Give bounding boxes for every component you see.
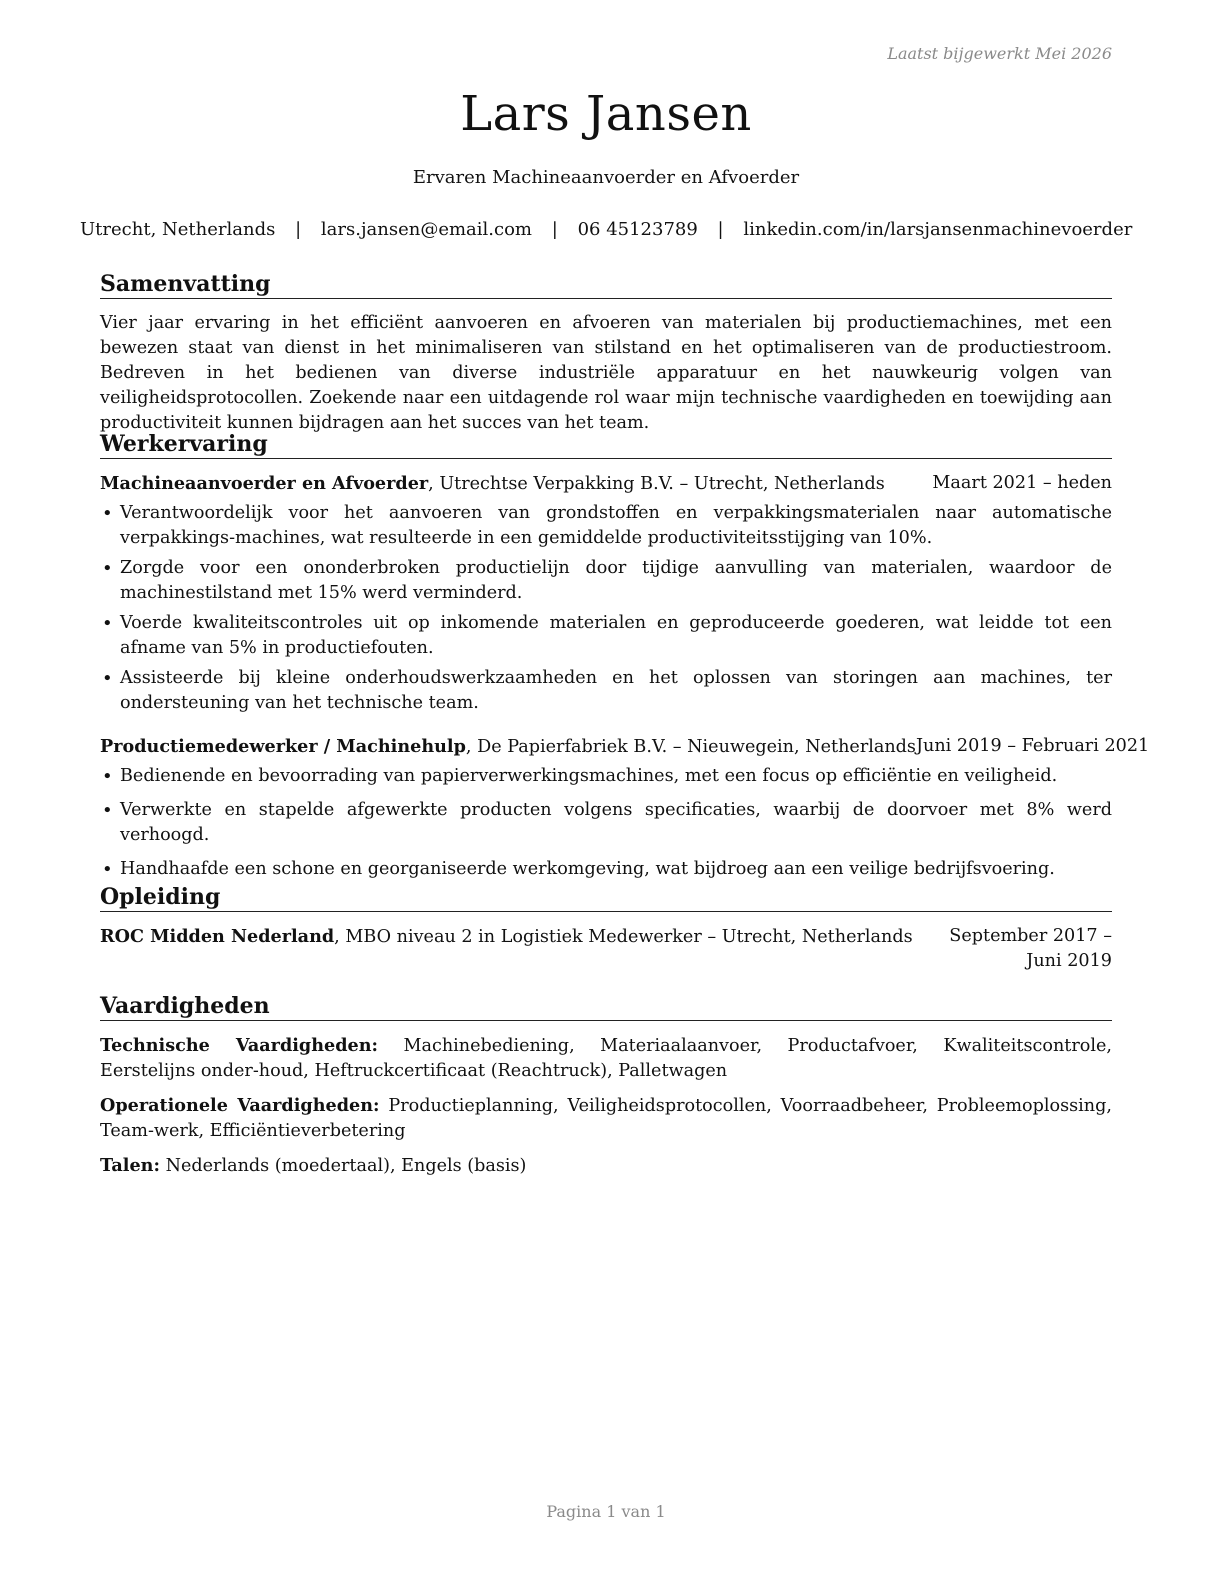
- section-title-summary: Samenvatting: [100, 270, 1112, 299]
- education-dates: September 2017 – Juni 2019: [949, 926, 1112, 971]
- job-bullet: • Assisteerde bij kleine onderhoudswerkzaamheden en het oplossen van storingen aan machines, ter ondersteuning van het technische team.: [100, 666, 1112, 716]
- job-bullet: • Verantwoordelijk voor het aanvoeren van grondstoffen en verpakkingsmaterialen naar automatische verpakkings-machines, wat resulteerde in een gemiddelde productiviteitsstijging van 10%.: [100, 501, 1112, 551]
- skill-label: Talen:: [100, 1155, 160, 1176]
- job-role: Machineaanvoerder en Afvoerder: [100, 473, 429, 494]
- job-bullet: • Verwerkte en stapelde afgewerkte producten volgens specificaties, waarbij de doorvoer met 8% werd verhoogd.: [100, 798, 1112, 848]
- skill-line-operational: [100, 1093, 1112, 1144]
- job-bullet: • Handhaafde een schone en georganiseerde werkomgeving, wat bijdroeg aan een veilige bedrijfsvoering.: [100, 857, 1112, 882]
- skill-label: Technische Vaardigheden:: [100, 1035, 379, 1056]
- contact-email[interactable]: lars.jansen@email.com: [320, 219, 533, 240]
- job-entry: [100, 471, 1112, 716]
- education-section: [100, 883, 1112, 974]
- job-role-company: [100, 471, 885, 497]
- job-dates: Juni 2019 – Februari 2021: [915, 736, 1150, 756]
- job-company: , De Papierfabriek B.V. – Nieuwegein, Netherlands: [465, 737, 916, 757]
- job-role: Productiemedewerker / Machinehulp: [100, 736, 466, 757]
- job-bullets: [100, 764, 1112, 882]
- last-updated: Laatst bijgewerkt Mei 2026: [887, 44, 1112, 63]
- page-number: Pagina 1 van 1: [546, 1502, 666, 1521]
- education-school-program: [100, 924, 913, 974]
- summary-text: Vier jaar ervaring in het efficiënt aanvoeren en afvoeren van materialen bij productiemachines, met een bewezen staat van dienst in het minimaliseren van stilstand en het optimaliseren van de productiestroom. Bedreven in het bedienen van diverse industriële apparatuur en het nauwkeurig volgen van veiligheidsprotocollen. Zoekende naar een uitdagende rol waar mijn technische vaardigheden en toewijding aan productiviteit kunnen bijdragen aan het succes van het team.: [100, 313, 1112, 433]
- contact-separator: |: [295, 219, 302, 240]
- education-school: ROC Midden Nederland: [100, 926, 335, 947]
- section-title-education: Opleiding: [100, 883, 1112, 912]
- contact-line: [80, 219, 1132, 240]
- skill-line-languages: [100, 1153, 1112, 1179]
- resume-page: [80, 0, 1150, 1584]
- job-header: [100, 471, 1112, 497]
- skills-section: [100, 992, 1112, 1188]
- education-program: , MBO niveau 2 in Logistiek Medewerker – Utrecht, Netherlands: [334, 927, 913, 947]
- skill-values: Nederlands (moedertaal), Engels (basis): [159, 1156, 527, 1176]
- contact-separator: |: [717, 219, 724, 240]
- job-bullet: • Bedienende en bevoorrading van papierverwerkingsmachines, met een focus op efficiëntie en veiligheid.: [100, 764, 1112, 789]
- job-entry: [100, 734, 1150, 882]
- contact-separator: |: [551, 219, 558, 240]
- job-role-company: [100, 734, 916, 760]
- skill-values: Productieplanning, Veiligheidsprotocollen, Voorraadbeheer, Probleemoplossing, Team-werk, Efficiëntieverbetering: [100, 1096, 1112, 1141]
- contact-linkedin[interactable]: linkedin.com/in/larsjansenmachinevoerder: [743, 219, 1133, 240]
- contact-location: Utrecht, Netherlands: [80, 219, 276, 240]
- skill-values: Machinebediening, Materiaalaanvoer, Productafvoer, Kwaliteitscontrole, Eerstelijns onder-houd, Heftruckcertificaat (Reachtruck), Palletwagen: [100, 1036, 1112, 1081]
- section-title-skills: Vaardigheden: [100, 992, 1112, 1021]
- candidate-title: Ervaren Machineaanvoerder en Afvoerder: [412, 167, 800, 188]
- job-bullet: • Zorgde voor een ononderbroken productielijn door tijdige aanvulling van materialen, waardoor de machinestilstand met 15% werd verminderd.: [100, 556, 1112, 606]
- job-company: , Utrechtse Verpakking B.V. – Utrecht, Netherlands: [428, 474, 885, 494]
- section-title-experience: Werkervaring: [100, 430, 1112, 459]
- job-bullet: • Voerde kwaliteitscontroles uit op inkomende materialen en geproduceerde goederen, wat leidde tot een afname van 5% in productiefouten.: [100, 611, 1112, 661]
- candidate-name: Lars Jansen: [460, 86, 752, 142]
- contact-phone[interactable]: 06 45123789: [577, 219, 698, 240]
- job-bullets: [100, 501, 1112, 716]
- job-header: [100, 734, 1150, 760]
- experience-section: [100, 430, 1150, 887]
- summary-section: [100, 270, 1112, 436]
- skill-label: Operationele Vaardigheden:: [100, 1095, 380, 1116]
- education-entry: [100, 924, 1112, 974]
- skill-line-technical: [100, 1033, 1112, 1084]
- job-dates: Maart 2021 – heden: [932, 473, 1112, 493]
